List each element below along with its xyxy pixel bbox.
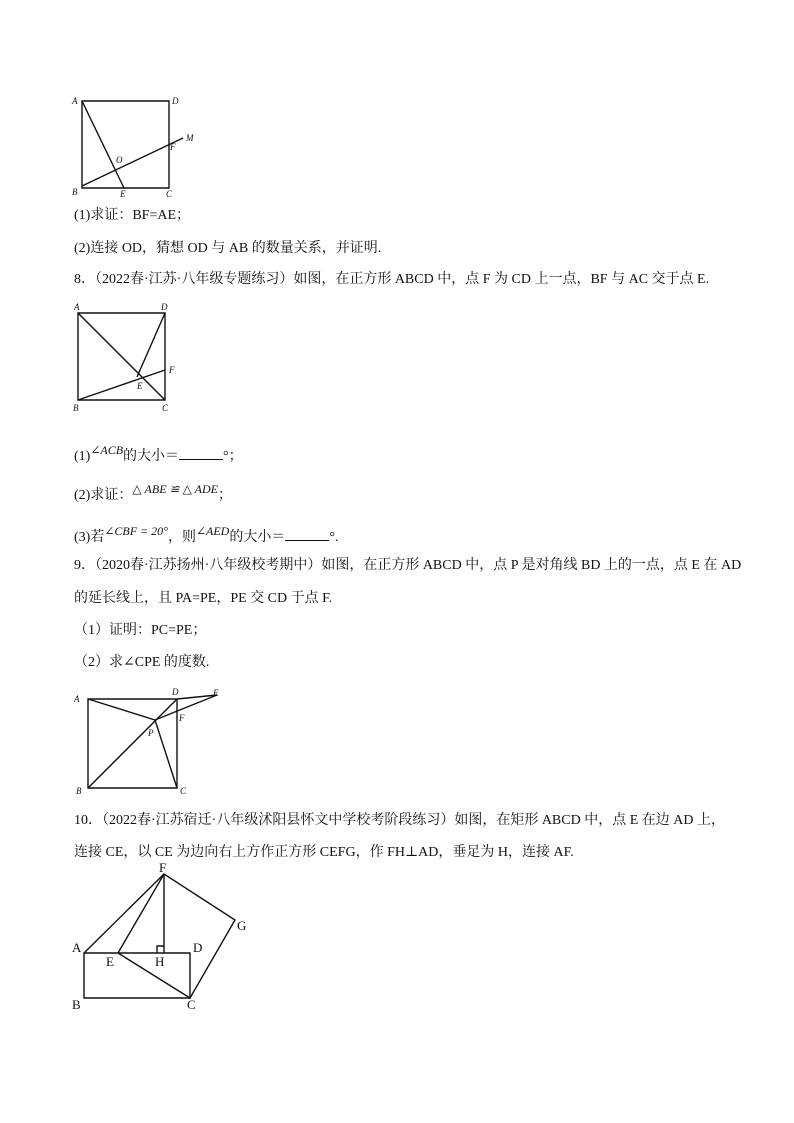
q9-part2: （2）求∠CPE 的度数. xyxy=(74,655,210,670)
q7-part1: (1)求证：BF=AE； xyxy=(74,208,191,223)
q10-figure xyxy=(0,860,794,1030)
label-p: P xyxy=(148,728,154,738)
q7-part2: (2)连接 OD，猜想 OD 与 AB 的数量关系，并证明. xyxy=(74,241,382,256)
segment-ae xyxy=(82,101,124,188)
q8-part3: (3)若∠CBF = 20°，则∠AED的大小＝ °. xyxy=(74,524,339,545)
segment-de xyxy=(137,313,165,377)
label-e: E xyxy=(120,189,126,199)
q10-stem-line1: 10．（2022春·江苏宿迁·八年级沭阳县怀文中学校考阶段练习）如图，在矩形 ABCD 中，点 E 在边 AD 上， xyxy=(74,813,725,828)
label-a: A xyxy=(74,694,80,704)
square-abcd xyxy=(82,101,169,188)
label-b: B xyxy=(76,786,82,796)
label-e: E xyxy=(106,954,114,969)
label-d: D xyxy=(172,96,179,106)
label-a: A xyxy=(72,940,82,955)
label-e: E xyxy=(213,688,219,698)
label-b: B xyxy=(72,187,78,197)
label-c: C xyxy=(187,997,196,1012)
q7-figure xyxy=(0,0,794,210)
q9-part1: （1）证明：PC=PE； xyxy=(74,623,207,638)
right-angle-mark xyxy=(157,946,164,953)
label-f: F xyxy=(170,142,176,152)
label-d: D xyxy=(193,940,203,955)
label-c: C xyxy=(166,189,173,199)
q9-stem-line1: 9．（2020春·江苏扬州·八年级校考期中）如图，在正方形 ABCD 中，点 P 是对角线 BD 上的一点，点 E 在 AD xyxy=(74,558,742,573)
label-f: F xyxy=(169,365,175,375)
segment-bf xyxy=(78,370,165,400)
q9-figure xyxy=(0,680,794,800)
label-d: D xyxy=(172,687,179,697)
label-f: F xyxy=(159,860,167,875)
q8-part2: (2)求证：△ ABE ≌ △ ADE； xyxy=(74,482,232,503)
label-b: B xyxy=(72,997,81,1012)
segment-af xyxy=(84,874,164,953)
diagonal-ac xyxy=(78,313,165,400)
label-a: A xyxy=(74,302,80,312)
segment-bm xyxy=(82,138,183,186)
rectangle-abcd xyxy=(84,953,190,998)
square-cefg xyxy=(118,874,235,998)
label-o: O xyxy=(116,155,123,165)
label-f: F xyxy=(179,713,185,723)
answer-blank[interactable] xyxy=(179,447,223,460)
label-c: C xyxy=(180,786,187,796)
label-d: D xyxy=(161,302,168,312)
q8-stem: 8．（2022春·江苏·八年级专题练习）如图，在正方形 ABCD 中，点 F 为 CD 上一点，BF 与 AC 交于点 E. xyxy=(74,272,710,287)
label-b: B xyxy=(73,403,79,413)
q8-figure xyxy=(0,290,794,420)
answer-blank[interactable] xyxy=(285,528,329,541)
label-m: M xyxy=(186,133,194,143)
label-h: H xyxy=(155,954,165,969)
label-g: G xyxy=(237,918,247,933)
label-a: A xyxy=(72,96,78,106)
q9-stem-line2: 的延长线上，且 PA=PE，PE 交 CD 于点 F. xyxy=(74,591,333,606)
q8-part1: (1)∠ACB的大小＝ °； xyxy=(74,443,243,464)
label-e: E xyxy=(137,381,143,391)
q10-stem-line2: 连接 CE，以 CE 为边向右上方作正方形 CEFG，作 FH⊥AD，垂足为 H，连接 AF. xyxy=(74,845,574,860)
segment-pc xyxy=(155,720,177,788)
segment-pa xyxy=(88,699,155,720)
label-c: C xyxy=(162,403,169,413)
